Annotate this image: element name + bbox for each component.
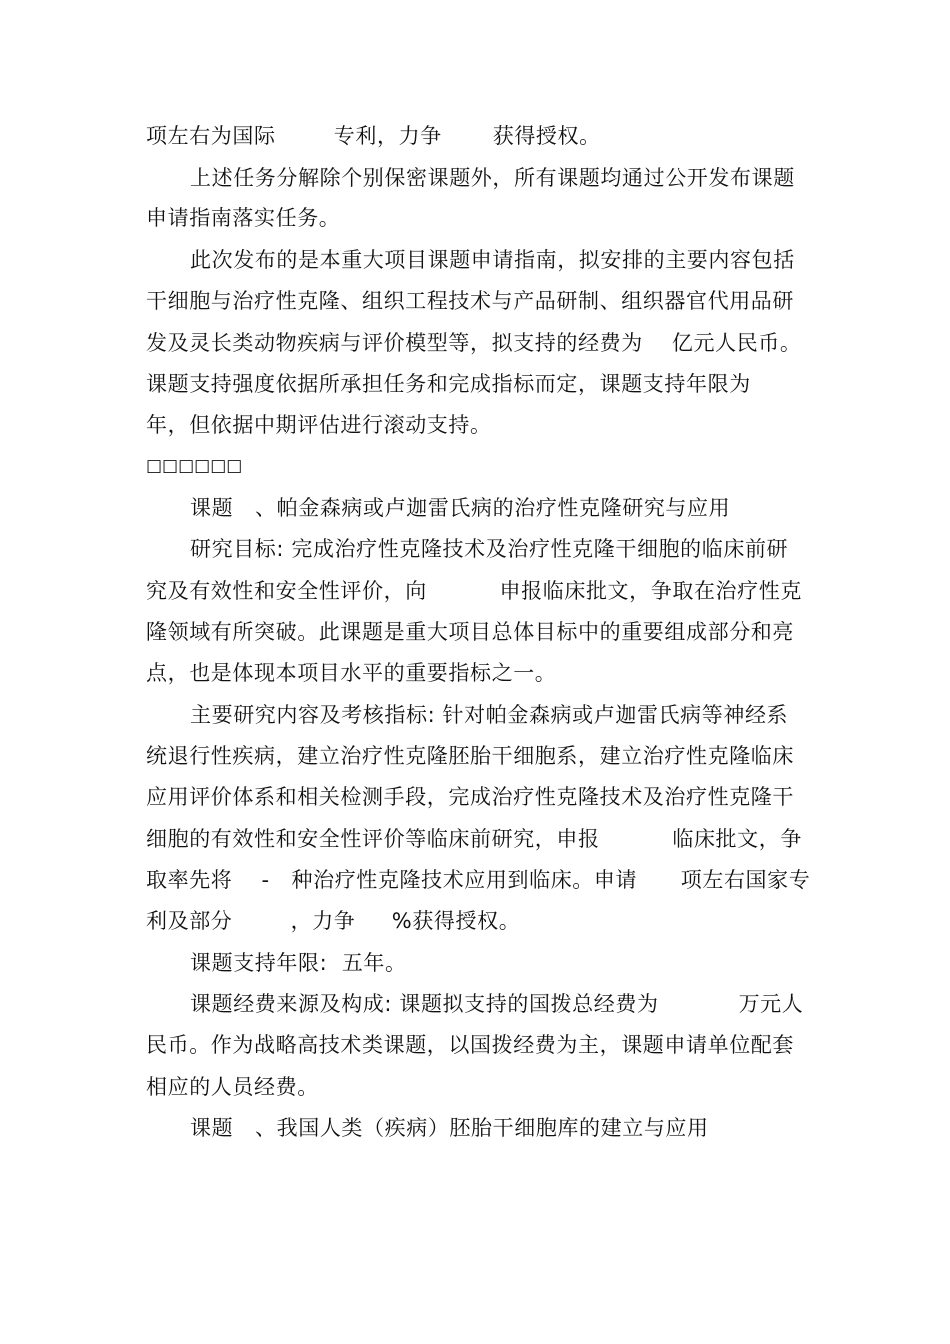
text-line: 发及灵长类动物疾病与评价模型等，拟支持的经费为 亿元人民币。 (146, 331, 802, 355)
text-line: 取率先将 - 种治疗性克隆技术应用到临床。申请 项左右国家专 (146, 868, 811, 892)
text-line: 年，但依据中期评估进行滚动支持。 (146, 413, 492, 437)
text-line: 课题经费来源及构成: 课题拟支持的国拨总经费为 万元人 (190, 992, 804, 1016)
text-line: 究及有效性和安全性评价，向 申报临床批文，争取在治疗性克 (146, 579, 802, 603)
text-line: 统退行性疾病，建立治疗性克隆胚胎干细胞系，建立治疗性克隆临床 (146, 744, 794, 768)
text-line: 申请指南落实任务。 (146, 206, 341, 230)
text-line: 细胞的有效性和安全性评价等临床前研究，申报 临床批文，争 (146, 827, 802, 851)
text-line: 民币。作为战略高技术类课题，以国拨经费为主，课题申请单位配套 (146, 1033, 794, 1057)
text-line: 利及部分 ，力争 %获得授权。 (146, 909, 521, 933)
text-line: 研究目标: 完成治疗性克隆技术及治疗性克隆干细胞的临床前研 (190, 537, 789, 561)
text-line: 干细胞与治疗性克隆、组织工程技术与产品研制、组织器官代用品研 (146, 289, 794, 313)
text-line: 点，也是体现本项目水平的重要指标之一。 (146, 661, 557, 685)
garbled-heading: □□□□□□ (146, 456, 243, 476)
topic-heading: 课题 、我国人类（疾病）胚胎干细胞库的建立与应用 (190, 1116, 709, 1140)
text-line: 项左右为国际 专利，力争 获得授权。 (146, 124, 601, 148)
text-line: 主要研究内容及考核指标: 针对帕金森病或卢迦雷氏病等神经系 (190, 703, 789, 727)
text-line: 课题支持强度依据所承担任务和完成指标而定，课题支持年限为 (146, 372, 751, 396)
text-line: 应用评价体系和相关检测手段，完成治疗性克隆技术及治疗性克隆干 (146, 785, 794, 809)
text-line: 此次发布的是本重大项目课题申请指南，拟安排的主要内容包括 (190, 248, 795, 272)
text-line: 隆领域有所突破。此课题是重大项目总体目标中的重要组成部分和亮 (146, 620, 794, 644)
topic-heading: 课题 、帕金森病或卢迦雷氏病的治疗性克隆研究与应用 (190, 496, 731, 520)
text-line: 课题支持年限: 五年。 (190, 951, 407, 975)
text-line: 上述任务分解除个别保密课题外，所有课题均通过公开发布课题 (190, 166, 795, 190)
text-line: 相应的人员经费。 (146, 1075, 319, 1099)
